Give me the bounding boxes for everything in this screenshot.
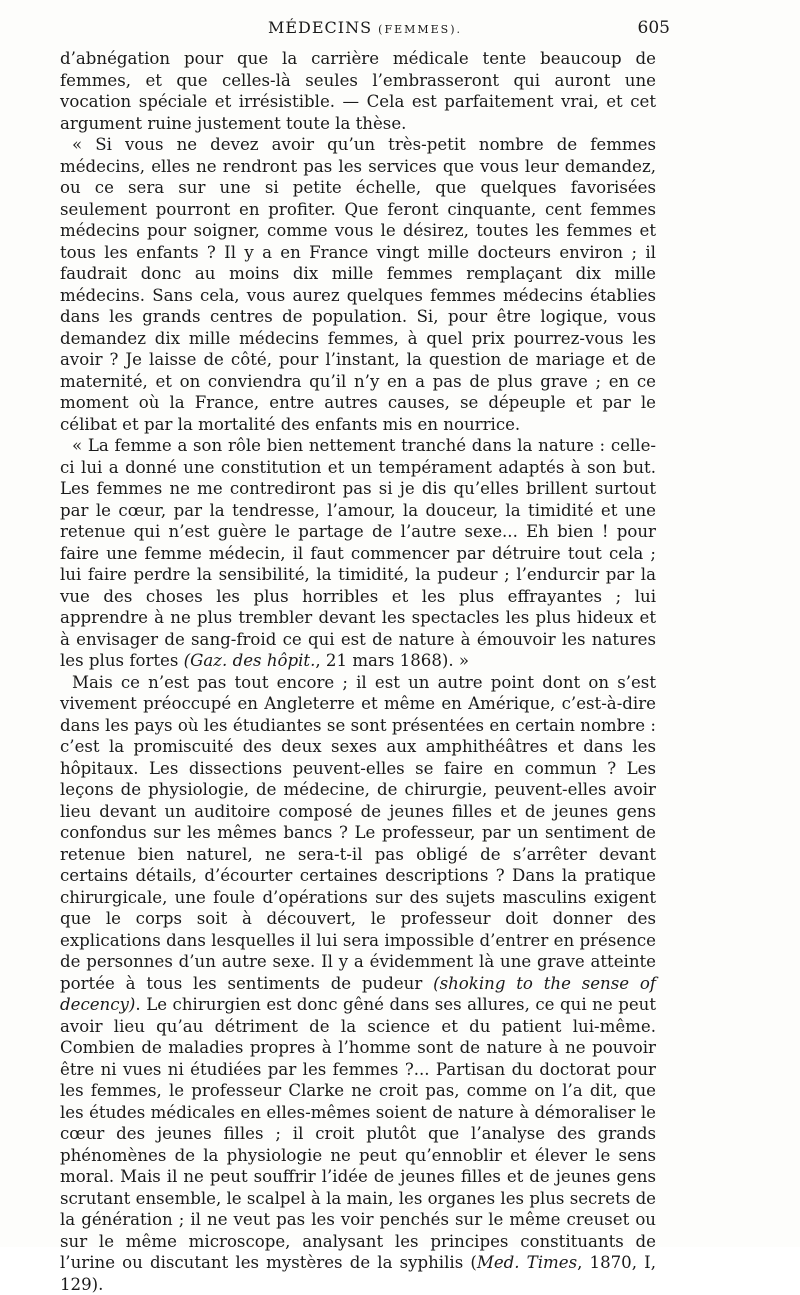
running-head	[60, 18, 670, 44]
running-title	[60, 18, 670, 37]
paragraph-4-quote: (shoking to the sense of decency)	[60, 974, 656, 1015]
paragraph-4-end: , 1870, I, 129).	[60, 1253, 656, 1294]
paragraph-4	[60, 672, 656, 1295]
paragraph-3-citation: (Gaz. des hôpit.	[184, 651, 316, 670]
paragraph-3-text: « La femme a son rôle bien nettement tranché dans la nature : celle-ci lui a donné une constitution et un tempérament adaptés à son but. Les femmes ne me contrediront pas si je dis qu’elles brillent surtout par le cœur, par la tendresse, l’amour, la douceur, la timidité et une retenue qui n’est guère le partage de l’autre sexe... Eh bien ! pour faire une femme médecin, il faut commencer par détruire tout cela ; lui faire perdre la sensibilité, la timidité, la pudeur ; l’endurcir par la vue des choses les plus horribles et les plus effrayantes ; lui apprendre à ne plus trembler devant les spectacles les plus hideux et à envisager de sang-froid ce qui est de nature à émouvoir les natures les plus fortes	[60, 436, 656, 670]
page-number: 605	[638, 18, 670, 38]
paragraph-4-source: Med. Times	[477, 1253, 577, 1272]
paragraph-2: « Si vous ne devez avoir qu’un très-petit nombre de femmes médecins, elles ne rendront pas les services que vous leur demandez, ou ce sera sur une si petite échelle, que quelques favorisées seulement pourront en profiter. Que feront cinquante, cent femmes médecins pour soigner, comme vous le désirez, toutes les femmes et tous les enfants ? Il y a en France vingt mille docteurs environ ; il faudrait donc au moins dix mille femmes remplaçant dix mille médecins. Sans cela, vous aurez quelques femmes médecins établies dans les grands centres de population. Si, pour être logique, vous demandez dix mille médecins femmes, à quel prix pourrez-vous les avoir ? Je laisse de côté, pour l’instant, la question de mariage et de maternité, et on conviendra qu’il n’y en a pas de plus grave ; en ce moment où la France, entre autres causes, se dépeuple et par le célibat et par la mortalité des enfants mis en nourrice.	[60, 134, 656, 435]
running-title-main: MÉDECINS	[268, 18, 372, 37]
paragraph-1: d’abnégation pour que la carrière médicale tente beaucoup de femmes, et que celles-là seules l’embrasseront qui auront une vocation spéciale et irrésistible. — Cela est parfaitement vrai, et cet argument ruine justement toute la thèse.	[60, 48, 656, 134]
paragraph-3-tail: , 21 mars 1868). »	[315, 651, 469, 670]
paragraph-4-middle: . Le chirurgien est donc gêné dans ses allures, ce qui ne peut avoir lieu qu’au détriment de la science et du patient lui-même. Combien de maladies propres à l’homme sont de nature à ne pouvoir être ni vues ni étudiées par les femmes ?... Partisan du doctorat pour les femmes, le professeur Clarke ne croit pas, comme on l’a dit, que les études médicales en elles-mêmes soient de nature à démoraliser le cœur des jeunes filles ; il croit plutôt que l’analyse des grands phénomènes de la physiologie ne peut qu’ennoblir et élever le sens moral. Mais il ne peut souffrir l’idée de jeunes filles et de jeunes gens scrutant ensemble, le scalpel à la main, les organes les plus secrets de la génération ; il ne veut pas les voir penchés sur le même creuset ou sur le même microscope, analysant les principes constituants de l’urine ou discutant les mystères de la syphilis (	[60, 995, 656, 1272]
paragraph-4-text: Mais ce n’est pas tout encore ; il est un autre point dont on s’est vivement préoccupé en Angleterre et même en Amérique, c’est-à-dire dans les pays où les étudiantes se sont présentées en certain nombre : c’est la promiscuité des deux sexes aux amphithéâtres et dans les hôpitaux. Les dissections peuvent-elles se faire en commun ? Les leçons de physiologie, de médecine, de chirurgie, peuvent-elles avoir lieu devant un auditoire composé de jeunes filles et de jeunes gens confondus sur les mêmes bancs ? Le professeur, par un sentiment de retenue bien naturel, ne sera-t-il pas obligé de s’arrêter devant certains détails, d’écourter certaines descriptions ? Dans la pratique chirurgicale, une foule d’opérations sur des sujets masculins exigent que le corps soit à découvert, le professeur doit donner des explications dans lesquelles il lui sera impossible d’entrer en présence de personnes d’un autre sexe. Il y a évidemment là une grave atteinte portée à tous les sentiments de pudeur	[60, 673, 656, 993]
running-title-sub: (FEMMES).	[378, 23, 462, 36]
paragraph-3	[60, 435, 656, 672]
body-text	[60, 48, 656, 1295]
